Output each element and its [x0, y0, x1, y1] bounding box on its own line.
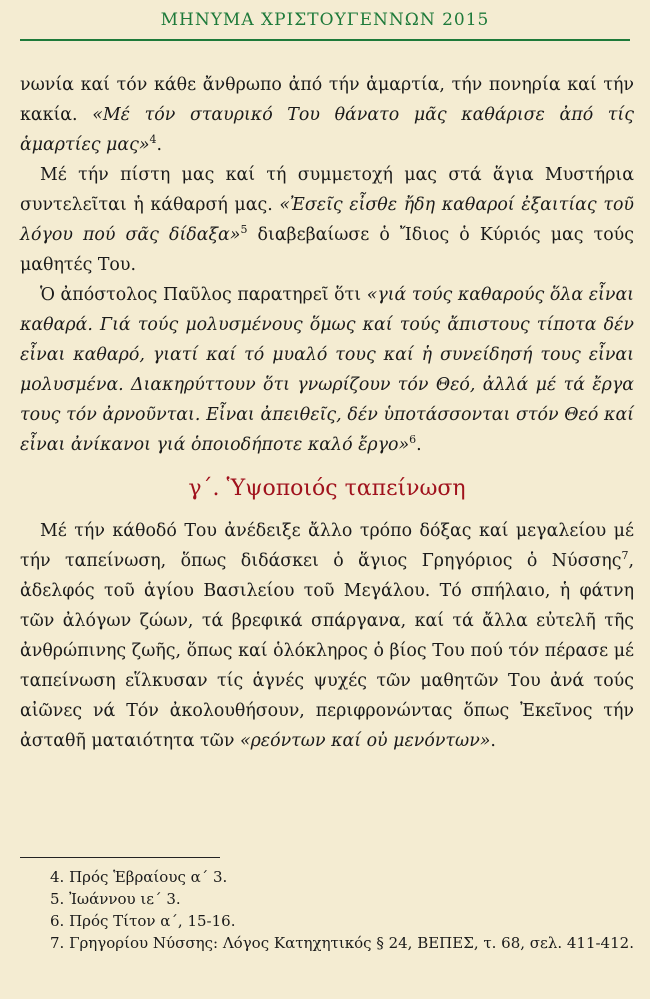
footnote-ref[interactable]: 6 [409, 433, 417, 447]
footnote-ref[interactable]: 5 [240, 223, 248, 237]
footnotes [20, 866, 634, 954]
paragraph-4: Μέ τήν κάθοδό Του ἀνέδειξε ἄλλο τρόπο δόξας καί μεγαλείου μέ τήν ταπείνωση, ὅπως διδάσκει ὁ ἅγιος Γρηγόριος ὁ Νύσσης$^7$, ἀδελφός τοῦ ἁγίου Βασιλείου τοῦ Μεγάλου. Τό σπήλαιο, ἡ φάτνη τῶν ἀλόγων ζώων, τά βρεφικά σπάργανα, καί τά ἄλλα εὐτελῆ τῆς ἀνθρώπινης ζωῆς, ὅπως καί ὁλόκληρος ὁ βίος Του πού τόν πέρασε μέ ταπείνωση εἵλκυσαν τίς ἁγνές ψυχές τῶν μαθητῶν Του ἀνά τούς αἰῶνες νά Τόν ἀκολουθήσουν, περιφρονώντας ὅπως Ἐκεῖνος τήν ἀσταθῆ ματαιότητα τῶν «ρεόντων καί οὐ μενόντων». [20, 521, 634, 751]
quote: «Μέ τόν σταυρικό Του θάνατο μᾶς καθάρισε ἀπό τίς ἁμαρτίες μας» [20, 105, 634, 155]
footnote-rule [20, 857, 220, 858]
footnote-item: 7. Γρηγορίου Νύσσης: Λόγος Κατηχητικός § 24, ΒΕΠΕΣ, τ. 68, σελ. 411-412. [50, 934, 634, 952]
page-header: ΜΗΝΥΜΑ ΧΡΙΣΤΟΥΓΕΝΝΩΝ 2015 [160, 10, 490, 30]
paragraph-3: Ὁ ἀπόστολος Παῦλος παρατηρεῖ ὅτι «γιά τούς καθαρούς ὅλα εἶναι καθαρά. Γιά τούς μολυσμένους ὅμως καί τούς ἄπιστους τίποτα δέν εἶναι καθαρό, γιατί καί τό μυαλό τους καί ἡ συνείδησή τους εἶναι μολυσμένα. Διακηρύττουν ὅτι γνωρίζουν τόν Θεό, ἀλλά μέ τά ἔργα τους τόν ἀρνοῦνται. Εἶναι ἀπειθεῖς, δέν ὑποτάσσονται στόν Θεό καί εἶναι ἀνίκανοι γιά ὁποιοδήποτε καλό ἔργο»$^6$. [20, 285, 635, 455]
header-rule [20, 39, 630, 41]
footnote-item: 5. Ἰωάννου ιε΄ 3. [50, 890, 181, 908]
quote: «ρεόντων καί οὐ μενόντων» [239, 731, 491, 751]
quote: «Ἐσεῖς εἶσθε ἤδη καθαροί ἐξαιτίας τοῦ λόγου πού σᾶς δίδαξα» [20, 195, 634, 245]
paragraph-1: νωνία καί τόν κάθε ἄνθρωπο ἀπό τήν ἁμαρτία, τήν πονηρία καί τήν κακία. «Μέ τόν σταυρικό Του θάνατο μᾶς καθάρισε ἀπό τίς ἁμαρτίες μας»$^4$. [20, 75, 634, 155]
footnote-ref[interactable]: 4 [149, 133, 157, 147]
footnote-item: 4. Πρός Ἑβραίους α΄ 3. [50, 868, 228, 886]
body-text [20, 70, 634, 756]
section-heading: γ΄. Ὑψοποιός ταπείνωση [188, 476, 466, 501]
footnote-item: 6. Πρός Τίτον α΄, 15-16. [50, 912, 236, 930]
paragraph-2: Μέ τήν πίστη μας καί τή συμμετοχή μας στά ἅγια Μυστήρια συντελεῖται ἡ κάθαρσή μας. «Ἐσεῖς εἶσθε ἤδη καθαροί ἐξαιτίας τοῦ λόγου πού σᾶς δίδαξα»$^5$ διαβεβαίωσε ὁ Ἴδιος ὁ Κύριός μας τούς μαθητές Του. [20, 165, 634, 275]
footnote-ref[interactable]: 7 [621, 549, 629, 563]
quote: «γιά τούς καθαρούς ὅλα εἶναι καθαρά. Γιά τούς μολυσμένους ὅμως καί τούς ἄπιστους τίποτα δέν εἶναι καθαρό, γιατί καί τό μυαλό τους καί ἡ συνείδησή τους εἶναι μολυσμένα. Διακηρύττουν ὅτι γνωρίζουν τόν Θεό, ἀλλά μέ τά ἔργα τους τόν ἀρνοῦνται. Εἶναι ἀπειθεῖς, δέν ὑποτάσσονται στόν Θεό καί εἶναι ἀνίκανοι γιά ὁποιοδήποτε καλό ἔργο» [20, 285, 635, 455]
